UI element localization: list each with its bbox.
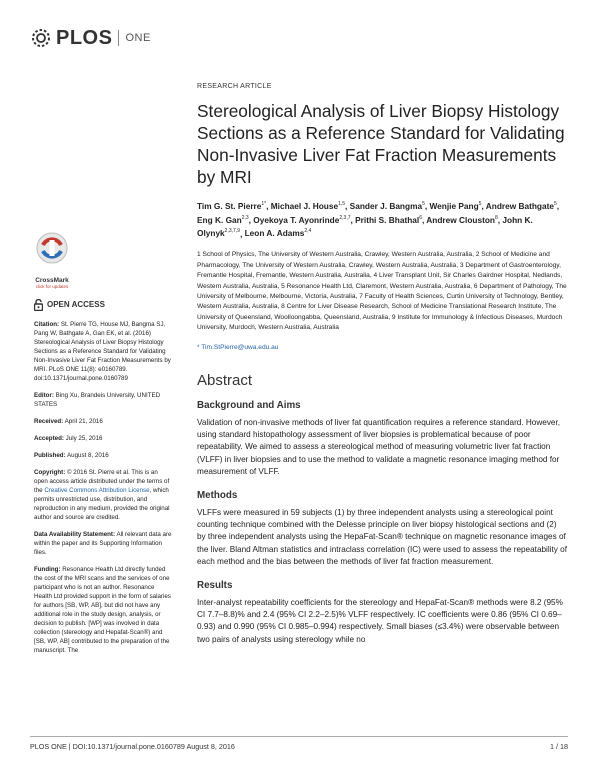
article-type: RESEARCH ARTICLE — [197, 83, 272, 90]
accepted-date: July 25, 2016 — [65, 434, 103, 442]
logo-journal: ONE — [125, 32, 151, 44]
author-name: Sander J. Bangma$^5$ — [349, 200, 425, 211]
funding-block — [34, 566, 172, 656]
abstract-heading: Abstract — [197, 371, 253, 389]
open-access-label: OPEN ACCESS — [47, 300, 105, 310]
logo-word: PLOS — [56, 26, 113, 49]
section-heading: Methods — [197, 489, 238, 501]
accepted-block — [34, 435, 172, 444]
author-name: John K. Olynyk$^{2,3,7,9}$ — [197, 214, 533, 239]
published-label: Published: — [34, 451, 66, 459]
author-affiliation-marker: 5 — [478, 201, 482, 207]
citation-text: St. Pierre TG, House MJ, Bangma SJ, Pang W, Bathgate A, Gan EK, et al. (2016) Stereological Analysis of Liver Biopsy Histology Sections as a Reference Standard for Validating Non-Invasive Liver Fat Fraction Measurements by MRI. PLoS ONE 11(8): e0160789. doi:10.1371/journal.pone.0160789 — [34, 321, 171, 382]
article-sidebar — [34, 299, 172, 664]
author-affiliation-marker: 1,5 — [338, 201, 346, 207]
crossmark-sublabel: click for updates — [35, 284, 69, 289]
plos-logo — [30, 28, 151, 48]
crossmark-badge[interactable] — [34, 231, 70, 289]
author-affiliation-marker: 2,3,7,9 — [224, 228, 240, 235]
received-label: Received: — [34, 417, 64, 425]
received-date: April 21, 2016 — [64, 417, 103, 425]
editor-block — [34, 392, 172, 410]
section-heading: Results — [197, 579, 233, 591]
author-affiliation-marker: 8 — [494, 214, 498, 221]
received-block — [34, 418, 172, 427]
data-availability-text: All relevant data are within the paper and its Supporting Information files. — [34, 530, 172, 556]
section-paragraph: VLFFs were measured in 59 subjects (1) by three independent analysts using a stereological point counting technique combined with the Delesse principle on liver biopsy histological sections and (2) by three independent analysts using the HepaFat-Scan® technique on magnetic resonance images of the liver. Bland Altman statistics and intraclass correlation (IC) were used to assess the repeatability of each method and the bias between the methods of liver fat fraction measurement. — [197, 507, 567, 567]
copyright-text: © 2016 St. Pierre et al. This is an open access article distributed under the terms of the — [34, 468, 170, 494]
author-affiliation-marker: 5 — [554, 201, 557, 207]
author-name: Andrew Clouston$^8$ — [426, 214, 498, 225]
open-access-badge — [34, 299, 172, 311]
crossmark-label: CrossMark — [35, 277, 69, 284]
section-paragraph: Inter-analyst repeatability coefficients for the stereology and HepaFat-Scan® methods were 8.2 (95% CI 7.7–8.8)% and 2.4 (95% CI 2.2–2.5)% VLFF respectively. IC coefficients were 0.86 (95% CI 0.69–0.93) and 0.990 (95% CI 0.985–0.994) respectively. Small biases (≤3.4%) were observable between two pairs of analysts using stereology while no — [197, 597, 563, 644]
corresponding-email[interactable]: * Tim.StPierre@uwa.edu.au — [197, 343, 279, 351]
citation-block — [34, 321, 172, 384]
data-availability-label: Data Availability Statement: — [34, 530, 116, 538]
section-heading: Background and Aims — [197, 399, 301, 411]
copyright-label: Copyright: — [34, 468, 66, 476]
published-block — [34, 452, 172, 461]
author-name: Oyekoya T. Ayonrinde$^{2,3,7}$ — [253, 214, 351, 225]
article-main — [197, 83, 567, 657]
author-name: Wenjie Pang$^5$ — [429, 200, 482, 211]
data-availability-block — [34, 531, 172, 558]
page-footer — [30, 736, 568, 751]
affiliations: 1 School of Physics, The University of Western Australia, Crawley, Western Australia, Australia, 2 School of Medicine and Pharmacology, The University of Western Australia, Crawley, Western Australia, Australia, 3 Department of Gastroenterology, Fremantle Hospital, Fremantle, Western Australia, Australia, 4 Liver Transplant Unit, Sir Charles Gairdner Hospital, Nedlands, Western Australia, Australia, 5 Resonance Health Ltd, Claremont, Western Australia, Australia, 6 Department of Pathology, The University of Melbourne, Melbourne, Victoria, Australia, 7 Faculty of Health Sciences, Curtin University of Technology, Bentley, Western Australia, Australia, 8 Centre for Liver Disease Research, School of Medicine Translational Research Institute, The University of Queensland, Woolloongabba, Queensland, Australia, 9 Institute for Immunology & Infectious Diseases, Murdoch University, Murdoch, Western Australia, Australia — [197, 251, 567, 332]
citation-label: Citation: — [34, 321, 60, 328]
open-lock-icon — [34, 299, 43, 311]
author-list: Tim G. St. Pierre$^{1*}$, Michael J. House$^{1,5}$, Sander J. Bangma$^5$, Wenjie Pang$^5$, Andrew Bathgate$^5$, Eng K. Gan$^{2,3}$, Oyekoya T. Ayonrinde$^{2,3,7}$, Prithi S. Bhathal$^6$, Andrew Clouston$^8$, John K. Olynyk$^{2,3,7,9}$, Leon A. Adams$^{2,4}$ — [197, 200, 560, 239]
author-affiliation-marker: 2,4 — [304, 228, 312, 235]
author-name: Prithi S. Bhathal$^6$ — [355, 214, 422, 225]
author-affiliation-marker: 1* — [261, 201, 267, 207]
license-link[interactable]: Creative Commons Attribution License — [44, 486, 150, 494]
funding-text: Resonance Health Ltd directly funded the cost of the MRI scans and the services of one participant who is not an author. Resonance Health Ltd provided support in the form of salaries for authors [SB, WP, AB], but did not have any additional role in the study design, analysis, or decision to publish. [WP] was involved in data collection (stereology and Hepafat-Scan®) and [SB, WP, AB] contributed to the preparation of the manuscript. The — [34, 565, 171, 654]
accepted-label: Accepted: — [34, 434, 64, 442]
footer-citation: PLOS ONE | DOI:10.1371/journal.pone.0160789 August 8, 2016 — [30, 742, 235, 751]
author-name: Michael J. House$^{1,5}$ — [270, 200, 346, 211]
author-name: Eng K. Gan$^{2,3}$ — [197, 214, 249, 225]
editor-text: Bing Xu, Brandeis University, UNITED STATES — [34, 391, 161, 408]
crossmark-icon — [35, 231, 69, 271]
copyright-text-end: , which permits unrestricted use, distribution, and reproduction in any medium, provided the original author and source are credited. — [34, 486, 170, 521]
plos-mark-icon — [30, 27, 52, 49]
author-affiliation-marker: 6 — [419, 214, 422, 221]
author-affiliation-marker: 2,3 — [241, 214, 249, 221]
author-affiliation-marker: 5 — [422, 201, 425, 207]
author-affiliation-marker: 2,3,7 — [339, 214, 351, 221]
editor-label: Editor: — [34, 391, 54, 399]
logo-divider — [118, 30, 119, 46]
funding-label: Funding: — [34, 565, 61, 573]
published-date: August 8, 2016 — [67, 451, 109, 459]
copyright-block — [34, 469, 172, 523]
author-name: Tim G. St. Pierre$^{1*}$ — [197, 200, 267, 211]
article-title: Stereological Analysis of Liver Biopsy Histology Sections as a Reference Standard for Validating Non-Invasive Liver Fat Fraction Measurements by MRI — [197, 101, 565, 187]
section-paragraph: Validation of non-invasive methods of liver fat quantification requires a reference standard. However, using standard histopathology assessment of liver biopsies is problematical because of poor repeatability. We aimed to assess a stereological method of measuring volumetric liver fat fraction (VLFF) in liver biopsies and to use the method to validate a magnetic resonance imaging method for measurement of VLFF. — [197, 417, 561, 477]
author-name: Leon A. Adams$^{2,4}$ — [244, 228, 312, 239]
author-name: Andrew Bathgate$^5$ — [485, 200, 557, 211]
page-number: 1 / 18 — [550, 742, 568, 751]
